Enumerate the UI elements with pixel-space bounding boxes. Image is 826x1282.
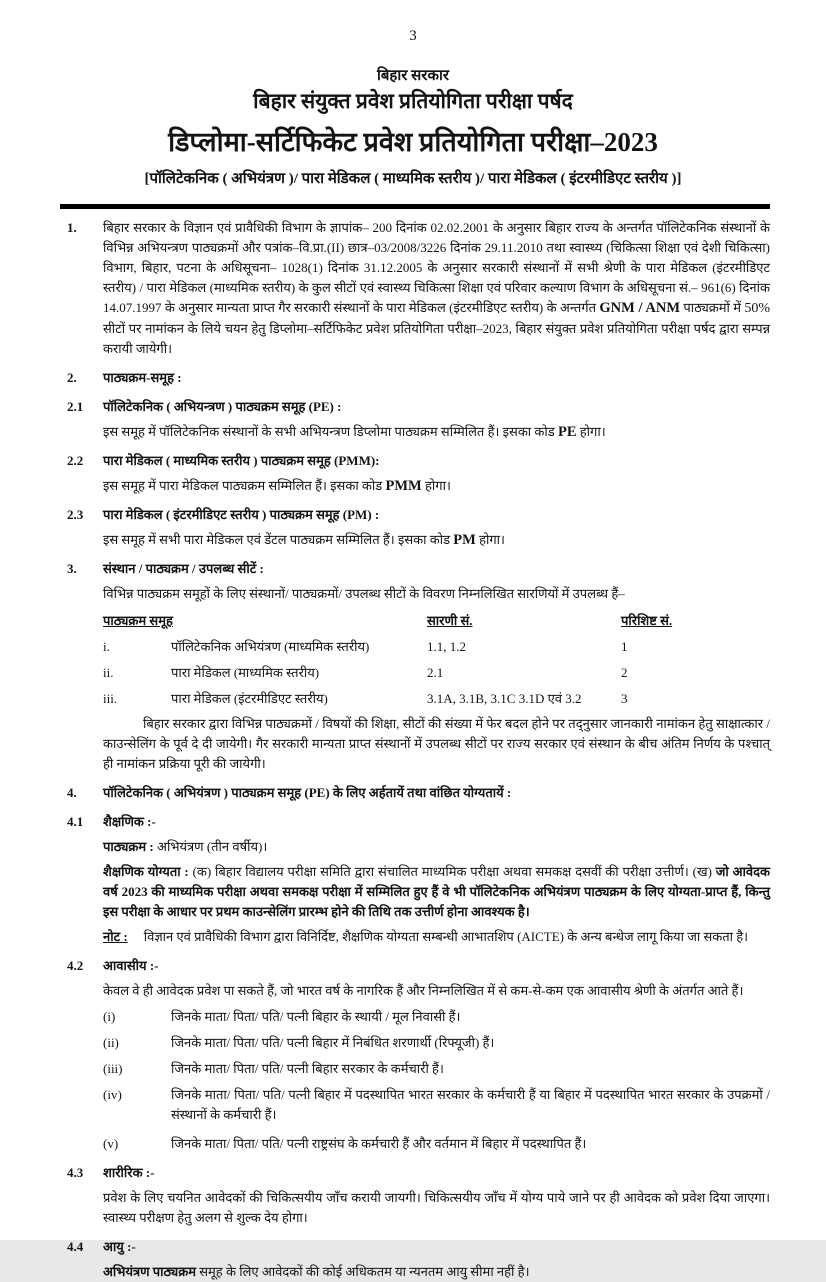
percent-value: 50% — [744, 301, 771, 316]
section-4-heading: पॉलिटेकनिक ( अभियंत्रण ) पाठ्यक्रम समूह (PE) के लिए अर्हतायें तथा वांछित योग्यतायें : — [103, 785, 512, 800]
section-2-2 — [67, 451, 770, 471]
seats-table — [103, 611, 770, 709]
text-run: इस समूह में सभी पारा मेडिकल एवं डेंटल पाठ्यक्रम सम्मिलित हैं। इसका कोड — [103, 532, 454, 547]
section-3 — [67, 559, 770, 579]
subtitle: [पॉलिटेकनिक ( अभियंत्रण )/ पारा मेडिकल ( माध्यमिक स्तरीय )/ पारा मेडिकल ( इंटरमीडिएट स्तरीय )] — [144, 171, 682, 187]
section-number: 3. — [67, 561, 77, 576]
row-table-no: 1.1, 1.2 — [427, 639, 466, 654]
section-4-2-intro: केवल वे ही आवेदक प्रवेश पा सकते हैं, जो भारत वर्ष के नागरिक हैं और निम्नलिखित में से कम-से-कम एक आवासीय श्रेणी के अंतर्गत आते हैं। — [103, 983, 744, 998]
column-header-table-no — [427, 611, 621, 631]
item-number: (i) — [103, 1009, 116, 1024]
column-header-text: पाठ्यक्रम समूह — [103, 613, 173, 628]
section-4-2-heading: आवासीय :- — [103, 958, 159, 973]
section-4-1-heading: शैक्षणिक :- — [103, 814, 156, 829]
section-2 — [67, 368, 770, 388]
section-4-4-body — [103, 1262, 770, 1282]
section-2-2-heading: पारा मेडिकल ( माध्यमिक स्तरीय ) पाठ्यक्रम समूह (PMM): — [103, 453, 380, 468]
bold-lead: अभियंत्रण पाठ्यक्रम — [103, 1264, 196, 1279]
course-label: पाठ्यक्रम : — [103, 839, 154, 854]
list-item — [103, 1007, 770, 1027]
item-text: जिनके माता/ पिता/ पति/ पत्नी बिहार सरकार के कर्मचारी हैं। — [171, 1061, 444, 1076]
section-4-3-body: प्रवेश के लिए चयनित आवेदकों की चिकित्सयीय जाँच करायी जायगी। चिकित्सयीय जाँच में योग्य पाये जाने पर ही आवेदक को प्रवेश दिया जाएगा। स्वास्थ्य परीक्षण हेतु अलग से शुल्क देय होगा। — [103, 1190, 770, 1225]
row-serial: i. — [103, 639, 110, 654]
section-4-4-heading: आयु :- — [103, 1239, 136, 1254]
row-table-no: 2.1 — [427, 665, 444, 680]
list-item — [103, 1033, 770, 1053]
section-2-2-body — [103, 476, 770, 496]
section-4-3 — [67, 1163, 770, 1183]
item-text: जिनके माता/ पिता/ पति/ पत्नी राष्ट्रसंघ के कर्मचारी हैं और वर्तमान में बिहार में पदस्थापित हैं। — [171, 1136, 587, 1151]
gnm-anm-code: GNM / ANM — [599, 300, 681, 316]
text-run: विज्ञान एवं प्रावैधिकी विभाग द्वारा विनिर्दिष्ट, शैक्षणिक योग्यता सम्बन्धी आभातशिप (AICTE) के अन्य बन्धेज लागू किया जा सकता है। — [143, 929, 749, 944]
table-row — [103, 637, 770, 657]
text-run: होगा। — [475, 532, 505, 547]
section-number: 2.2 — [67, 453, 84, 468]
table-header-row — [103, 611, 770, 631]
section-number: 4.4 — [67, 1239, 84, 1254]
section-2-1 — [67, 397, 770, 417]
list-item — [103, 1059, 770, 1079]
course-code-pmm: PMM — [385, 478, 422, 494]
section-2-1-body — [103, 422, 770, 442]
text-run: पाठ्यक्रमों में — [680, 300, 745, 315]
section-number: 4.2 — [67, 958, 84, 973]
section-3-intro: विभिन्न पाठ्यक्रम समूहों के लिए संस्थानों/ पाठ्यक्रमों/ उपलब्ध सीटों के विवरण निम्नलिखित सारणियों में उपलब्ध हैं– — [103, 586, 625, 601]
section-number: 4. — [67, 785, 77, 800]
row-table-no: 3.1A, 3.1B, 3.1C 3.1D एवं 3.2 — [427, 691, 582, 706]
section-number: 4.1 — [67, 814, 84, 829]
section-1-paragraph — [103, 218, 770, 359]
divider-rule — [60, 204, 770, 209]
item-number: (ii) — [103, 1035, 119, 1050]
section-4-2 — [67, 956, 770, 976]
column-header-text: परिशिष्ट सं. — [621, 613, 673, 628]
section-2-3-heading: पारा मेडिकल ( इंटरमीडिएट स्तरीय ) पाठ्यक्रम समूह (PM) : — [103, 507, 380, 522]
section-4-4 — [67, 1237, 770, 1257]
row-appendix-no: 2 — [621, 665, 628, 680]
column-header-course-group — [103, 611, 427, 631]
text-run: इस समूह में पॉलिटेकनिक संस्थानों के सभी अभियन्त्रण डिप्लोमा पाठ्यक्रम सम्मिलित हैं। इसका कोड — [103, 424, 558, 439]
section-4 — [67, 783, 770, 803]
course-line — [103, 837, 770, 857]
section-number: 4.3 — [67, 1165, 84, 1180]
page-number: 3 — [409, 28, 417, 44]
item-number: (iv) — [103, 1087, 122, 1102]
text-run: बिहार सरकार के विज्ञान एवं प्रावैधिकी विभाग के ज्ञापांक– 200 दिनांक 02.02.2001 के अनुसार बिहार राज्य के अन्तर्गत पॉलिटेकनिक संस्थानों के विभिन्न अभियन्त्रण पाठ्यक्रमों और पत्रांक–वि.प्रा.(II) छात्र–03/2008/3226 दिनांक 29.11.2010 तथा स्वास्थ्य (चिकित्सा शिक्षा एवं देशी चिकित्सा) विभाग, बिहार, पटना के अधिसूचना– 1028(1) दिनांक 31.12.2005 के अनुसार सरकारी संस्थानों में सभी श्रेणी के पारा मेडिकल (इंटरमीडिएट स्तरीय) / पारा मेडिकल (माध्यमिक स्तरीय) के कुल सीटों एवं स्वास्थ्य चिकित्सा शिक्षा एवं परिवार कल्याण विभाग के अधिसूचना सं.– 961(6) दिनांक 14.07.1997 के अनुसार मान्यता प्राप्त गैर सरकारी संस्थानों के पारा मेडिकल (इंटरमीडिएट स्तरीय) के अन्तर्गत — [103, 220, 770, 315]
row-appendix-no: 1 — [621, 639, 628, 654]
item-text: जिनके माता/ पिता/ पति/ पत्नी बिहार में निबंधित शरणार्थी (रिफ्यूजी) हैं। — [171, 1035, 495, 1050]
qualification-label: शैक्षणिक योग्यता : — [103, 864, 189, 879]
section-3-heading: संस्थान / पाठ्यक्रम / उपलब्ध सीटें : — [103, 561, 264, 576]
item-text: जिनके माता/ पिता/ पति/ पत्नी बिहार में पदस्थापित भारत सरकार के कर्मचारी हैं या बिहार में पदस्थापित भारत सरकार के उपक्रमों / संस्थानों के कर्मचारी हैं। — [171, 1087, 770, 1122]
section-4-1 — [67, 812, 770, 832]
section-2-heading: पाठ्यक्रम-समूह : — [103, 370, 182, 385]
section-2-1-heading: पॉलिटेकनिक ( अभियन्त्रण ) पाठ्यक्रम समूह (PE) : — [103, 399, 342, 414]
item-number: (v) — [103, 1136, 119, 1151]
course-code-pe: PE — [557, 424, 577, 440]
section-number: 2. — [67, 370, 77, 385]
note-paragraph — [103, 927, 770, 947]
qualification-bold-clause: जो आवेदक वर्ष 2023 की माध्यमिक परीक्षा अथवा समकक्ष परीक्षा में सम्मिलित हुए हैं वे भी पॉलिटेकनिक अभियंत्रण पाठ्यक्रम के लिए योग्यता-प्राप्त हैं, किन्तु इस परीक्षा के आधार पर प्रथम काउन्सेलिंग प्रारम्भ होने की तिथि तक उत्तीर्ण होना आवश्यक है। — [103, 864, 770, 919]
list-item — [103, 1085, 770, 1125]
row-course-group: पारा मेडिकल (माध्यमिक स्तरीय) — [171, 665, 320, 680]
row-serial: ii. — [103, 665, 114, 680]
section-4-3-heading: शारीरिक :- — [103, 1165, 155, 1180]
text-run: समूह के लिए आवेदकों की कोई अधिकतम या न्यनतम आयु सीमा नहीं है। — [196, 1264, 530, 1279]
section-number: 2.1 — [67, 399, 84, 414]
text-run: होगा। — [576, 424, 606, 439]
text-run: अभियंत्रण (तीन वर्षीय)। — [153, 839, 268, 854]
column-header-text: सारणी सं. — [427, 613, 473, 628]
government-label: बिहार सरकार — [376, 68, 449, 84]
list-item — [103, 1134, 770, 1154]
section-2-3-body — [103, 530, 770, 550]
page-title: डिप्लोमा-सर्टिफिकेट प्रवेश प्रतियोगिता परीक्षा–2023 — [168, 127, 658, 157]
section-3-note: बिहार सरकार द्वारा विभिन्न पाठ्यक्रमों / विषयों की शिक्षा, सीटों की संख्या में फेर बदल होने पर तद्नुसार जानकारी नामांकन हेतु साक्षात्कार / काउन्सेलिंग के पूर्व दे दी जायेगी। गैर सरकारी मान्यता प्राप्त संस्थानों में उपलब्ध सीटों पर राज्य सरकार एवं संस्थान के बीच अंतिम निर्णय के पश्चात् ही नामांकन प्रक्रिया पूरी की जायेगी। — [103, 716, 770, 771]
board-name: बिहार संयुक्त प्रवेश प्रतियोगिता परीक्षा पर्षद — [253, 89, 573, 113]
row-course-group: पॉलिटेकनिक अभियंत्रण (माध्यमिक स्तरीय) — [171, 639, 370, 654]
row-course-group: पारा मेडिकल (इंटरमीडिएट स्तरीय) — [171, 691, 328, 706]
table-row — [103, 689, 770, 709]
course-code-pm: PM — [453, 532, 476, 548]
text-run: (क) बिहार विद्यालय परीक्षा समिति द्वारा संचालित माध्यमिक परीक्षा अथवा समकक्ष दसवीं की परीक्षा उत्तीर्ण। (ख) — [188, 864, 716, 879]
text-run: सीटों पर नामांकन के लिये चयन हेतु डिप्लोमा–सर्टिफिकेट प्रवेश प्रतियोगिता परीक्षा–2023, बिहार संयुक्त प्रवेश प्रतियोगिता परीक्षा पर्षद द्वारा सम्पन्न करायी जायेगी। — [103, 321, 770, 356]
text-run: इस समूह में पारा मेडिकल पाठ्यक्रम सम्मिलित हैं। इसका कोड — [103, 478, 386, 493]
section-number: 2.3 — [67, 507, 84, 522]
row-appendix-no: 3 — [621, 691, 628, 706]
section-number: 1. — [67, 220, 77, 235]
table-row — [103, 663, 770, 683]
section-1 — [67, 218, 770, 359]
residence-list — [103, 1007, 770, 1154]
row-serial: iii. — [103, 691, 118, 706]
item-number: (iii) — [103, 1061, 123, 1076]
document-body — [67, 218, 770, 1282]
item-text: जिनके माता/ पिता/ पति/ पत्नी बिहार के स्थायी / मूल निवासी हैं। — [171, 1009, 461, 1024]
text-run: होगा। — [421, 478, 451, 493]
column-header-appendix-no — [621, 611, 770, 631]
note-label: नोट : — [103, 929, 128, 944]
section-2-3 — [67, 505, 770, 525]
qualification-paragraph — [103, 862, 770, 922]
